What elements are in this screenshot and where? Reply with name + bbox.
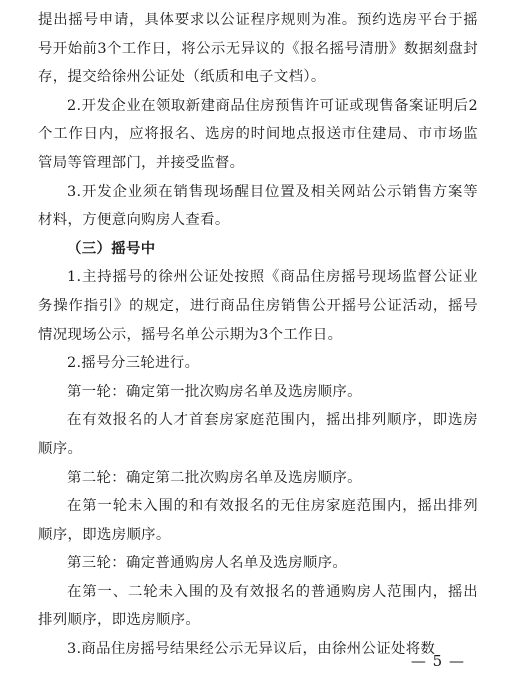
paragraph-6: 2.摇号分三轮进行。 xyxy=(67,355,200,372)
paragraph-12: 在第一、二轮未入围的及有效报名的普通购房人范围内，摇出排列顺序，即选房顺序。 xyxy=(38,583,478,629)
section-heading: （三）摇号中 xyxy=(67,239,156,257)
paragraph-10: 在第一轮未入围的和有效报名的无住房家庭范围内，摇出排列顺序，即选房顺序。 xyxy=(38,498,478,543)
paragraph-7: 第一轮：确定第一批次购房名单及选房顺序。 xyxy=(67,383,362,400)
paragraph-3: 3.开发企业须在销售现场醒目位置及相关网站公示销售方案等材料，方便意向购房人查看。 xyxy=(38,183,478,229)
paragraph-13: 3.商品住房摇号结果经公示无异议后，由徐州公证处将数 xyxy=(67,641,436,658)
page-number: — 5 — xyxy=(410,652,465,670)
document-page xyxy=(38,6,478,664)
paragraph-1: 提出摇号申请，具体要求以公证程序规则为准。预约选房平台于摇号开始前3个工作日，将公示无异议的《报名摇号清册》数据刻盘封存，提交给徐州公证处（纸质和电子文档）。 xyxy=(38,12,478,86)
paragraph-2: 2.开发企业在领取新建商品住房预售许可证或现售备案证明后2个工作日内，应将报名、选房的时间地点报送市住建局、市市场监管局等管理部门，并接受监督。 xyxy=(38,97,478,171)
paragraph-5: 1.主持摇号的徐州公证处按照《商品住房摇号现场监督公证业务操作指引》的规定，进行商品住房销售公开摇号公证活动，摇号情况现场公示，摇号名单公示期为3个工作日。 xyxy=(38,269,478,343)
paragraph-9: 第二轮：确定第二批次购房名单及选房顺序。 xyxy=(67,469,362,486)
paragraph-8: 在有效报名的人才首套房家庭范围内，摇出排列顺序，即选房顺序。 xyxy=(38,412,478,457)
paragraph-11: 第三轮：确定普通购房人名单及选房顺序。 xyxy=(67,555,348,572)
